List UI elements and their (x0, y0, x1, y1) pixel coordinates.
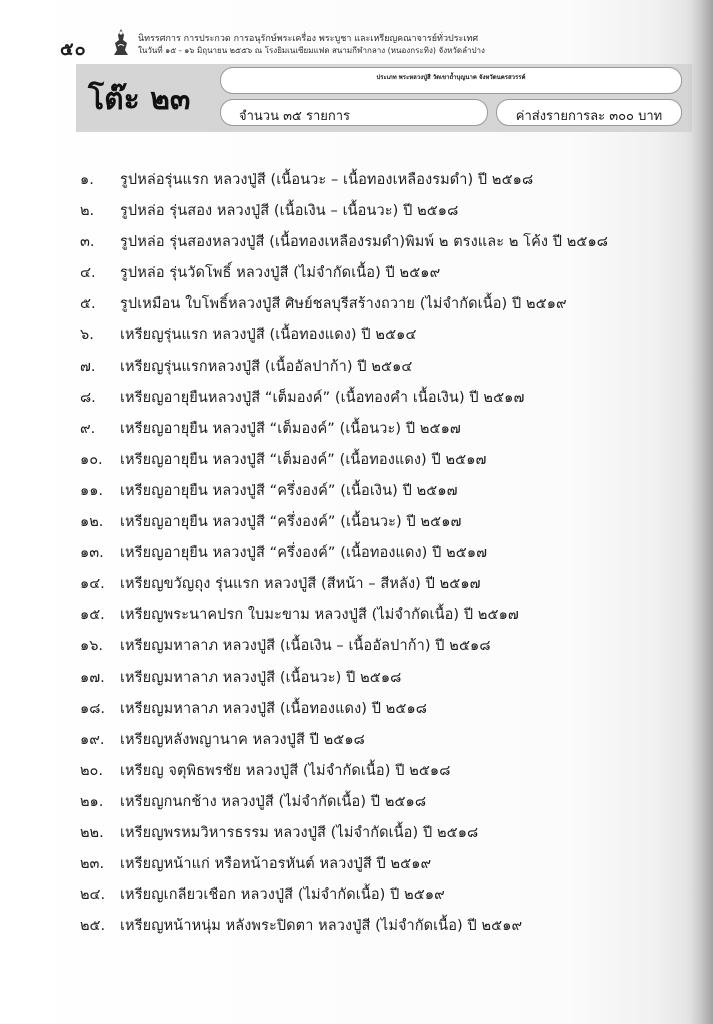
item-description: รูปเหมือน ใบโพธิ์หลวงปู่สี ศิษย์ชลบุรีสร้างถวาย (ไม่จำกัดเนื้อ) ปี ๒๕๑๙ (120, 296, 567, 313)
list-item (0, 883, 713, 914)
item-description: เหรียญหน้าแก่ หรือหน้าอรหันต์ หลวงปู่สี ปี ๒๕๑๙ (120, 856, 432, 873)
list-item (0, 510, 713, 541)
item-number: ๑. (80, 172, 94, 188)
list-item (0, 914, 713, 945)
list-item (0, 199, 713, 230)
item-description: เหรียญมหาลาภ หลวงปู่สี (เนื้อทองแดง) ปี ๒๕๑๘ (120, 700, 428, 717)
item-number: ๒๐. (80, 762, 104, 779)
list-item (0, 355, 713, 386)
category-box (220, 67, 682, 94)
list-item (0, 448, 713, 479)
list-item (0, 292, 713, 323)
item-description: เหรียญหลังพญานาค หลวงปู่สี ปี ๒๕๑๘ (120, 731, 365, 748)
list-item (0, 572, 713, 603)
list-item (0, 697, 713, 728)
item-description: เหรียญพรหมวิหารธรรม หลวงปู่สี (ไม่จำกัดเนื้อ) ปี ๒๕๑๘ (120, 824, 479, 841)
item-description: เหรียญอายุยืน หลวงปู่สี “เต็มองค์” (เนื้อนวะ) ปี ๒๕๑๗ (120, 420, 461, 437)
entry-fee-text: ค่าส่งรายการละ ๓๐๐ บาท (515, 109, 663, 124)
item-description: เหรียญ จตุพิธพรชัย หลวงปู่สี (ไม่จำกัดเนื้อ) ปี ๒๕๑๘ (120, 762, 451, 779)
item-number: ๑๑. (80, 482, 104, 499)
category-text: ประเภท พระหลวงปู่สี วัดเขาถ้ำบุญนาค จังหวัดนครสวรรค์ (376, 74, 526, 81)
item-description: เหรียญรุ่นแรกหลวงปู่สี (เนื้ออัลปาก้า) ปี ๒๕๑๔ (120, 358, 413, 375)
item-description: รูปหล่อ รุ่นวัดโพธิ์ หลวงปู่สี (ไม่จำกัดเนื้อ) ปี ๒๕๑๙ (120, 265, 441, 282)
item-number: ๑๙. (80, 731, 105, 748)
list-item (0, 168, 713, 199)
item-count-text: จำนวน ๓๕ รายการ (239, 109, 351, 124)
list-item (0, 479, 713, 510)
item-number: ๒๑. (80, 793, 104, 810)
item-number: ๑๐. (80, 451, 103, 468)
item-description: เหรียญรุ่นแรก หลวงปู่สี (เนื้อทองแดง) ปี ๒๕๑๔ (120, 327, 417, 344)
item-description: เหรียญหน้าหนุ่ม หลังพระปิดตา หลวงปู่สี (ไม่จำกัดเนื้อ) ปี ๒๕๑๙ (120, 918, 523, 935)
running-header (0, 28, 713, 60)
entry-fee-box (496, 99, 682, 126)
item-number: ๒๒. (80, 824, 104, 841)
item-number: ๒. (80, 203, 95, 220)
item-number: ๑๔. (80, 576, 105, 593)
item-number: ๑๖. (80, 638, 104, 655)
item-number: ๒๕. (80, 918, 106, 935)
item-number: ๘. (80, 389, 96, 406)
item-description: เหรียญอายุยืนหลวงปู่สี “เต็มองค์” (เนื้อทองคำ เนื้อเงิน) ปี ๒๕๑๗ (120, 389, 525, 406)
page-number: ๕๐ (60, 39, 87, 60)
table-label: โต๊ะ ๒๓ (88, 82, 191, 117)
item-description: เหรียญเกลียวเชือก หลวงปู่สี (ไม่จำกัดเนื้อ) ปี ๒๕๑๙ (120, 887, 445, 904)
list-item (0, 666, 713, 697)
item-number: ๗. (80, 358, 96, 375)
list-item (0, 230, 713, 261)
list-item (0, 417, 713, 448)
table-header-block (76, 64, 692, 132)
item-description: รูปหล่อ รุ่นสองหลวงปู่สี (เนื้อทองเหลืองรมดำ)พิมพ์ ๒ ตรงและ ๒ โค้ง ปี ๒๕๑๘ (120, 234, 609, 251)
item-count-box (220, 99, 488, 126)
list-item (0, 790, 713, 821)
item-description: เหรียญขวัญถุง รุ่นแรก หลวงปู่สี (สีหน้า – สีหลัง) ปี ๒๕๑๗ (120, 576, 481, 593)
item-number: ๒๓. (80, 856, 105, 873)
amulet-list (0, 168, 713, 945)
list-item (0, 852, 713, 883)
item-number: ๙. (80, 420, 96, 437)
list-item (0, 323, 713, 354)
event-title: นิทรรศการ การประกวด การอนุรักษ์พระเครื่อง พระบูชา และเหรียญคณาจารย์ทั่วประเทศ (138, 34, 479, 44)
list-item (0, 603, 713, 634)
item-number: ๑๘. (80, 700, 105, 717)
item-number: ๔. (80, 265, 96, 282)
list-item (0, 759, 713, 790)
item-number: ๑๓. (80, 545, 104, 562)
list-item (0, 261, 713, 292)
item-number: ๑๒. (80, 514, 104, 531)
item-number: ๕. (80, 296, 96, 313)
item-description: เหรียญอายุยืน หลวงปู่สี “ครึ่งองค์” (เนื้อเงิน) ปี ๒๕๑๗ (120, 482, 458, 499)
item-number: ๑๕. (80, 607, 105, 624)
item-number: ๒๔. (80, 887, 106, 904)
item-description: เหรียญอายุยืน หลวงปู่สี “ครึ่งองค์” (เนื้อนวะ) ปี ๒๕๑๗ (120, 514, 462, 531)
list-item (0, 728, 713, 759)
emblem-icon (110, 28, 132, 56)
item-number: ๑๗. (80, 669, 105, 686)
list-item (0, 821, 713, 852)
item-description: เหรียญพระนาคปรก ใบมะขาม หลวงปู่สี (ไม่จำกัดเนื้อ) ปี ๒๕๑๗ (120, 607, 519, 624)
item-description: เหรียญมหาลาภ หลวงปู่สี (เนื้อนวะ) ปี ๒๕๑๘ (120, 669, 402, 686)
list-item (0, 541, 713, 572)
item-description: เหรียญอายุยืน หลวงปู่สี “เต็มองค์” (เนื้อทองแดง) ปี ๒๕๑๗ (120, 451, 487, 468)
item-description: เหรียญกนกช้าง หลวงปู่สี (ไม่จำกัดเนื้อ) ปี ๒๕๑๘ (120, 793, 427, 810)
item-description: รูปหล่อ รุ่นสอง หลวงปู่สี (เนื้อเงิน – เนื้อนวะ) ปี ๒๕๑๘ (120, 203, 459, 220)
item-description: รูปหล่อรุ่นแรก หลวงปู่สี (เนื้อนวะ – เนื้อทองเหลืองรมดำ) ปี ๒๕๑๘ (120, 172, 534, 188)
list-item (0, 386, 713, 417)
event-date-venue: ในวันที่ ๑๕ - ๑๖ มิถุนายน ๒๕๕๖ ณ โรงยิมเนเซียมแฟด สนามกีฬากลาง (หนองกระทิง) จังหวัดลำปาง (138, 46, 485, 55)
binding-shadow (687, 0, 713, 1024)
item-number: ๖. (80, 327, 94, 344)
item-description: เหรียญมหาลาภ หลวงปู่สี (เนื้อเงิน – เนื้ออัลปาก้า) ปี ๒๕๑๘ (120, 638, 491, 655)
item-number: ๓. (80, 234, 95, 251)
list-item (0, 634, 713, 665)
item-description: เหรียญอายุยืน หลวงปู่สี “ครึ่งองค์” (เนื้อทองแดง) ปี ๒๕๑๗ (120, 545, 488, 562)
